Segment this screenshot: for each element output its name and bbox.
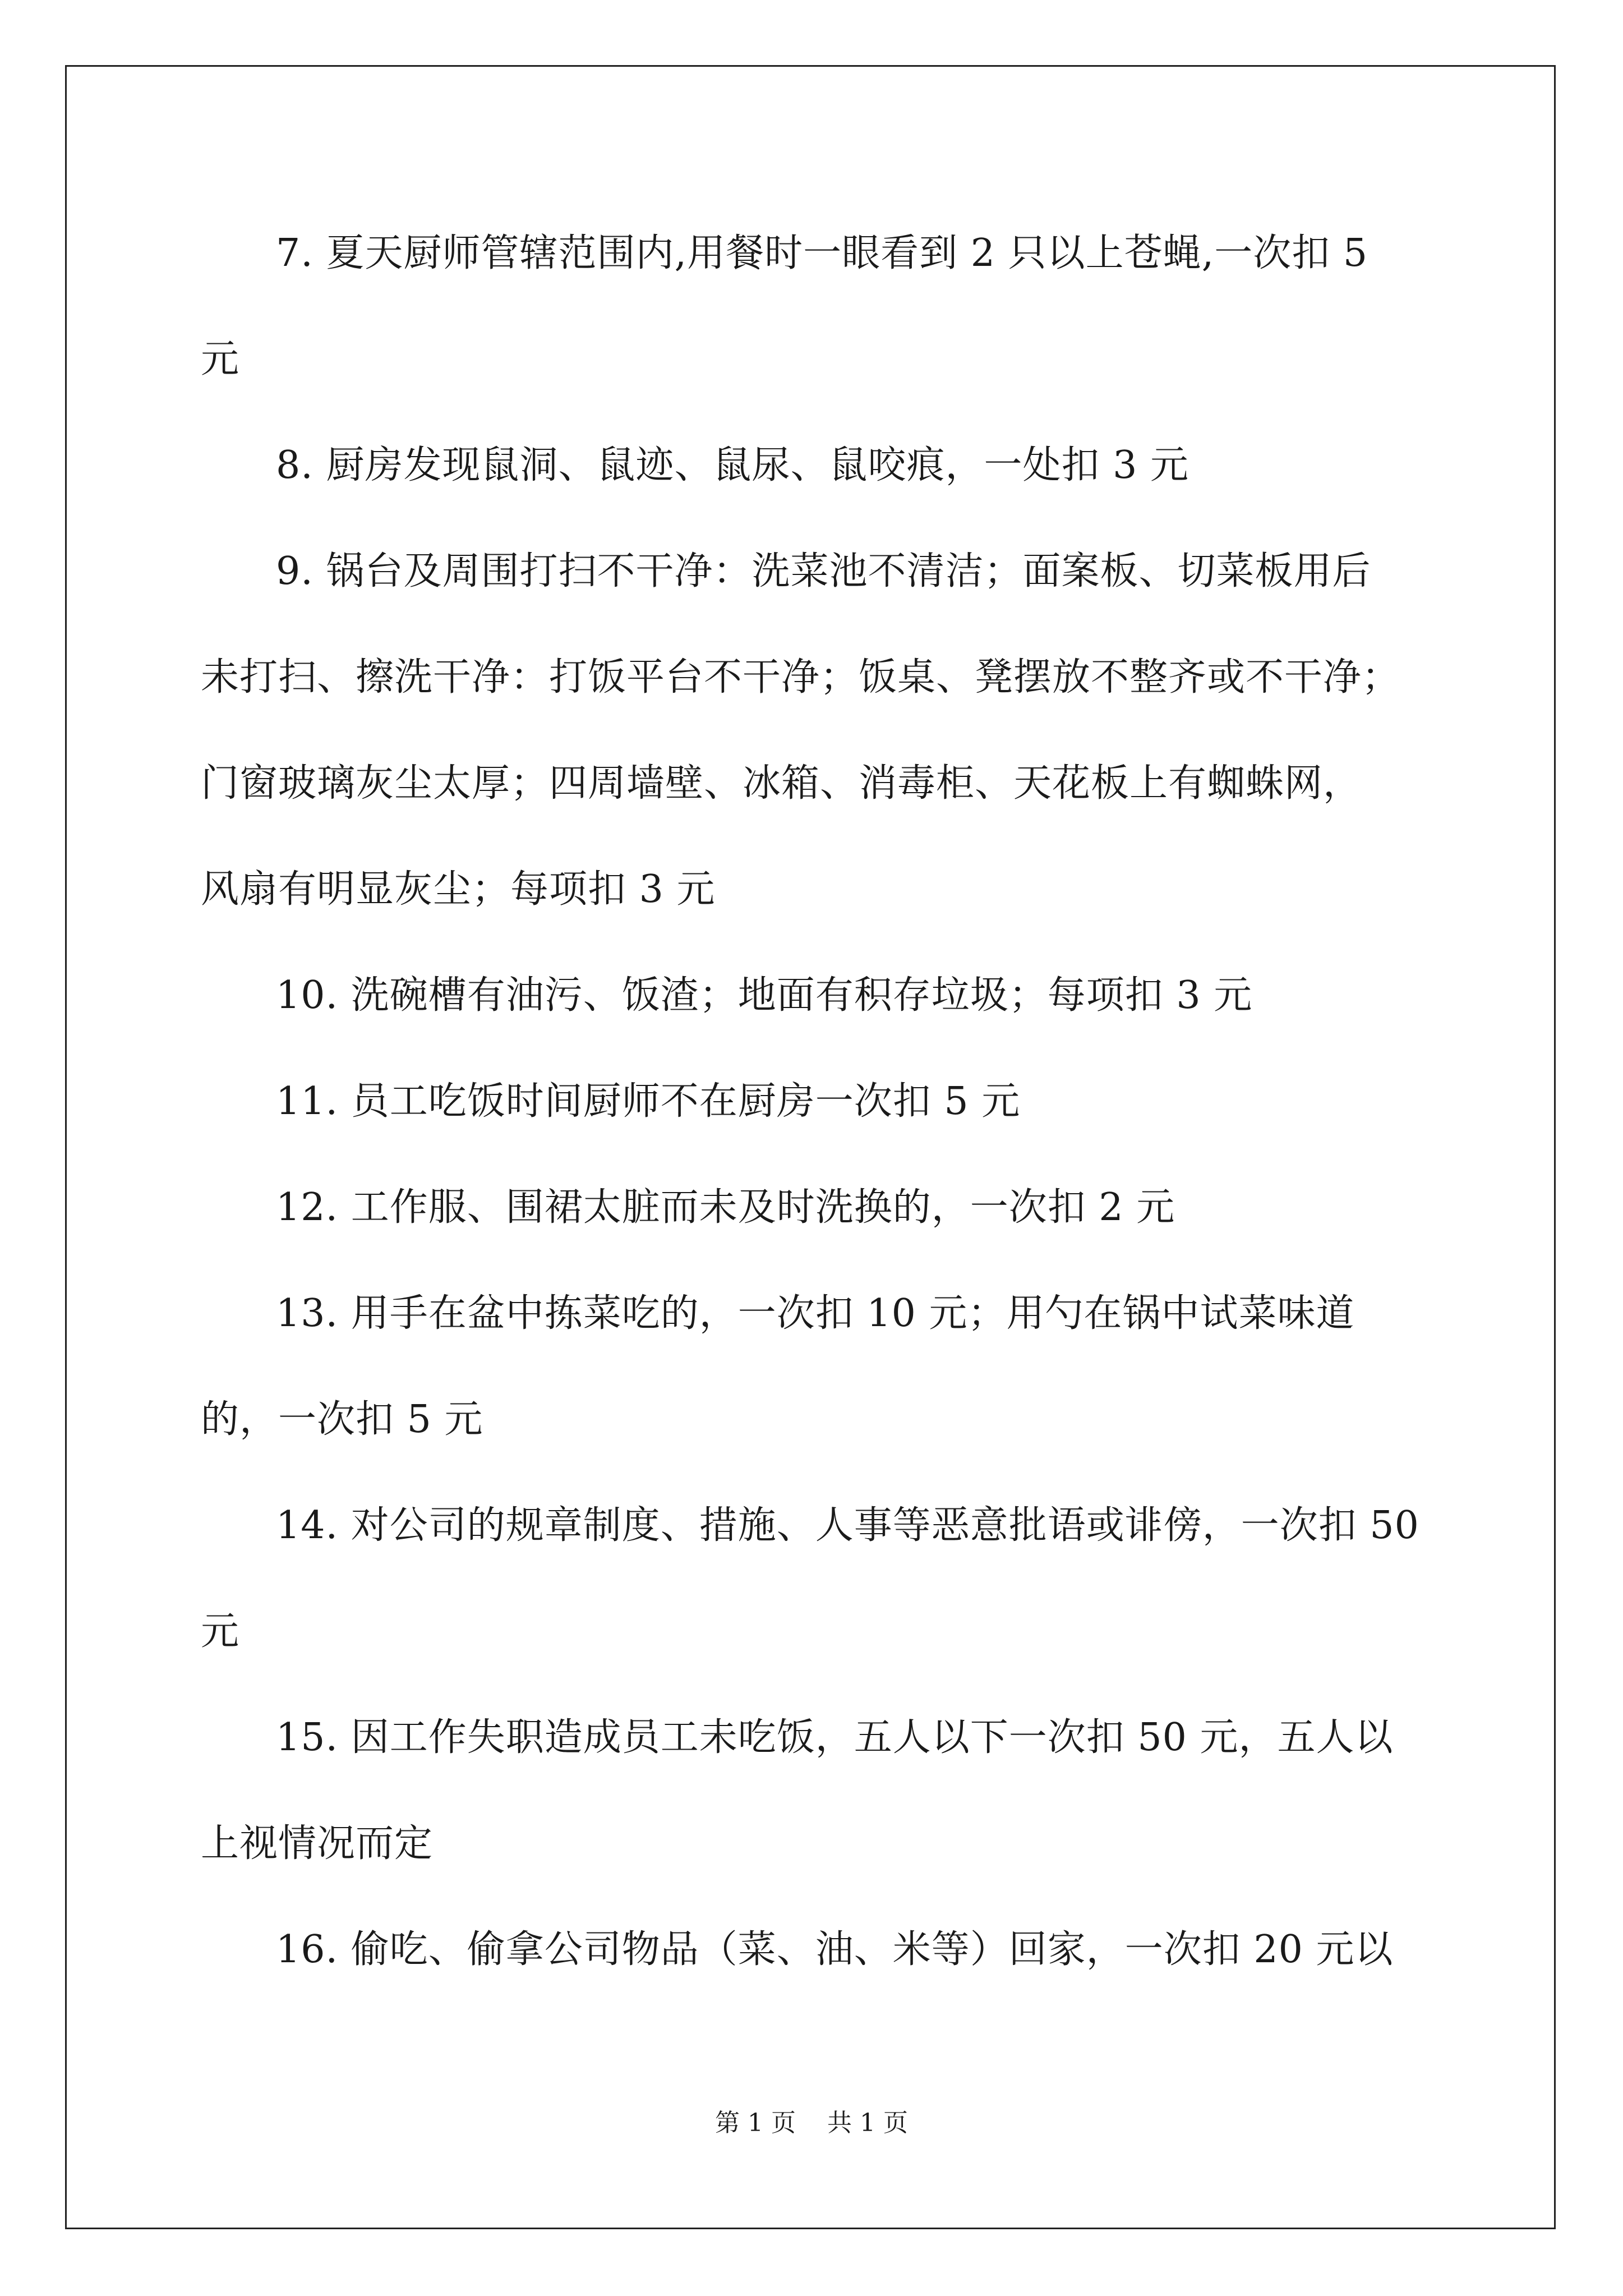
rule-item-14-continued: 元 (201, 1609, 240, 1654)
rule-item-13: 13. 用手在盆中拣菜吃的，一次扣 10 元；用勺在锅中试菜味道 (276, 1291, 1355, 1336)
rule-item-11: 11. 员工吃饭时间厨师不在厨房一次扣 5 元 (276, 1079, 1021, 1124)
rule-item-10: 10. 洗碗槽有油污、饭渣；地面有积存垃圾；每项扣 3 元 (276, 973, 1253, 1018)
rule-item-9-continued: 未打扫、擦洗干净：打饭平台不干净；饭桌、凳摆放不整齐或不干净； (201, 655, 1401, 700)
page-border (65, 65, 1556, 2229)
rule-item-12: 12. 工作服、围裙太脏而未及时洗换的，一次扣 2 元 (276, 1185, 1175, 1230)
rule-item-9-continued: 门窗玻璃灰尘太厚；四周墙壁、冰箱、消毒柜、天花板上有蜘蛛网， (201, 761, 1362, 806)
page-number: 第 1 页 (715, 2109, 796, 2137)
rule-item-7: 7. 夏天厨师管辖范围内,用餐时一眼看到 2 只以上苍蝇,一次扣 5 (276, 231, 1368, 275)
rule-item-9-continued: 风扇有明显灰尘；每项扣 3 元 (201, 867, 716, 912)
page-total: 共 1 页 (827, 2109, 908, 2137)
rule-item-8: 8. 厨房发现鼠洞、鼠迹、鼠尿、鼠咬痕，一处扣 3 元 (276, 443, 1189, 487)
rule-item-9: 9. 锅台及周围打扫不干净：洗菜池不清洁；面案板、切菜板用后 (276, 549, 1371, 593)
rule-item-15-continued: 上视情况而定 (201, 1821, 434, 1866)
page-footer (0, 2111, 1623, 2136)
rule-item-14: 14. 对公司的规章制度、措施、人事等恶意批语或诽傍，一次扣 50 (276, 1503, 1419, 1548)
rule-item-16: 16. 偷吃、偷拿公司物品（菜、油、米等）回家，一次扣 20 元以 (276, 1927, 1394, 1972)
rule-item-15: 15. 因工作失职造成员工未吃饭，五人以下一次扣 50 元，五人以 (276, 1715, 1394, 1760)
rule-item-7-continued: 元 (201, 337, 240, 381)
rule-item-13-continued: 的，一次扣 5 元 (201, 1397, 483, 1442)
